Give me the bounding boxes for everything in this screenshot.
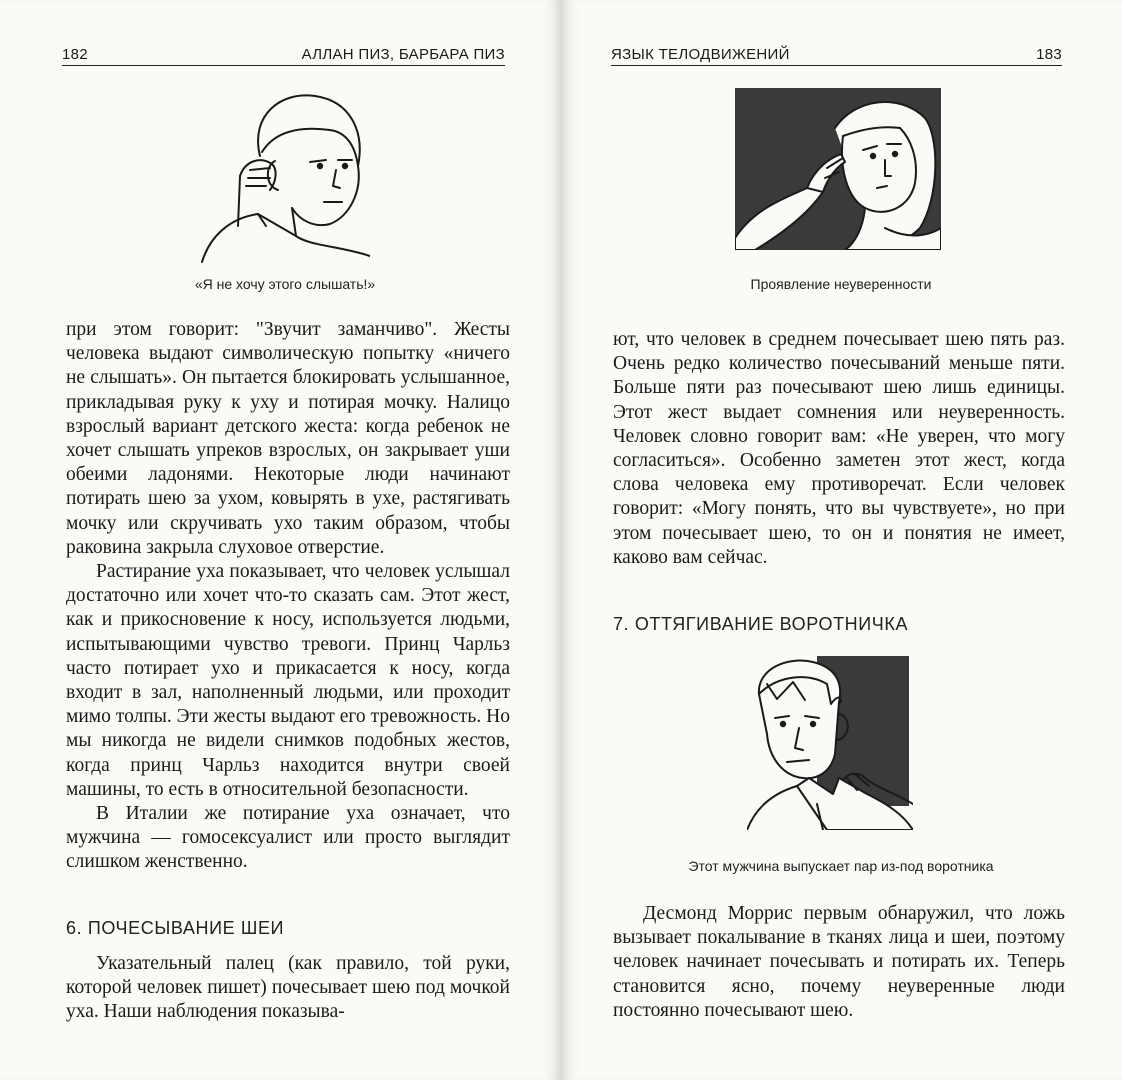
right-body-text	[613, 328, 1065, 570]
paragraph: Десмонд Моррис первым обнаружил, что ложь вызывает покалывание в тканях лица и шеи, поэтому человек начинает почесывать и потирать их. Теперь становится ясно, почему неуверенные люди постоянно почесывают шею.	[613, 903, 1065, 1021]
page-number-left: 182	[62, 46, 88, 63]
page-number-right: 183	[1036, 46, 1062, 63]
running-head-right: ЯЗЫК ТЕЛОДВИЖЕНИЙ	[611, 46, 790, 63]
illustration-neck-scratch	[735, 88, 941, 250]
right-page	[561, 0, 1122, 1080]
paragraph: Растирание уха показывает, что человек услышал достаточно или хочет что-то сказать сам. Этот жест, как и прикосновение к носу, используется людьми, испытывающими чувство тревоги. Принц Чарльз часто потирает ухо и прикасается к носу, когда входит в зал, наполненный людьми, или проходит мимо толпы. Эти жесты выдают его тревожность. Но мы никогда не видели снимков подобных жестов, когда принц Чарльз находится внутри своей машины, то есть в относительной безопасности.	[66, 561, 510, 800]
illustration-ear-rub	[200, 86, 370, 264]
section-title-6: 6. ПОЧЕСЫВАНИЕ ШЕИ	[66, 918, 285, 938]
illustration-collar-pull	[747, 654, 913, 830]
right-page-header	[611, 40, 1062, 66]
left-body-text	[66, 318, 510, 875]
running-head-left: АЛЛАН ПИЗ, БАРБАРА ПИЗ	[301, 46, 505, 63]
left-section-text	[66, 952, 510, 1025]
paragraph: Указательный палец (как правило, той руки, которой человек пишет) почесывает шею под мочкой уха. Наши наблюдения показыва-	[66, 953, 510, 1023]
figure-caption-right-top: Проявление неуверенности	[750, 276, 932, 292]
paragraph: В Италии же потирание уха означает, что мужчина — гомосексуалист или просто выглядит слишком женственно.	[66, 803, 510, 873]
section-title-7: 7. ОТТЯГИВАНИЕ ВОРОТНИЧКА	[613, 614, 909, 634]
figure-caption-right-bottom: Этот мужчина выпускает пар из-под воротника	[688, 858, 994, 874]
paragraph: при этом говорит: "Звучит заманчиво". Жесты человека выдают символическую попытку «ничего не слышать». Он пытается блокировать услышанное, прикладывая руку к уху и потирая мочку. Налицо взрослый вариант детского жеста: когда ребенок не хочет слышать упреков взрослых, он закрывает уши обеими ладонями. Некоторые люди начинают потирать шею за ухом, ковырять в ухе, растягивать мочку или скручивать ухо таким образом, чтобы раковина закрыла слуховое отверстие.	[66, 319, 510, 558]
figure-caption-left: «Я не хочу этого слышать!»	[194, 276, 376, 292]
right-closing-text	[613, 902, 1065, 1023]
left-page-header	[62, 40, 505, 66]
paragraph: ют, что человек в среднем почесывает шею пять раз. Очень редко количество почесываний меньше пяти. Больше пяти раз почесывают шею лишь единицы. Этот жест выдает сомнения или неуверенность. Человек словно говорит вам: «Не уверен, что могу согласиться». Особенно заметен этот жест, когда слова человека ему противоречат. Если человек говорит: «Могу понять, что вы чувствуете», но при этом почесывает шею, то он и понятия не имеет, каково вам сейчас.	[613, 329, 1065, 568]
